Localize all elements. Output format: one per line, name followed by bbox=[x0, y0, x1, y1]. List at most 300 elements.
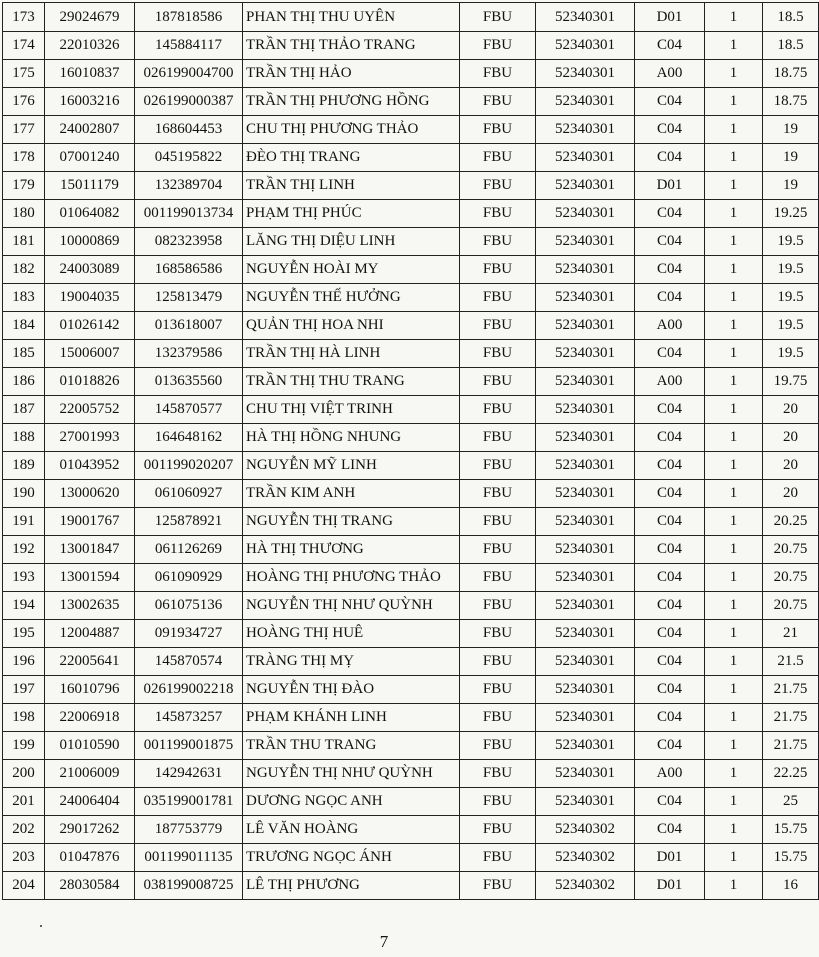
school-code-cell: FBU bbox=[460, 312, 536, 340]
candidate-number-cell: 24002807 bbox=[45, 116, 135, 144]
id-number-cell: 082323958 bbox=[135, 228, 243, 256]
full-name-cell: TRẦN THỊ LINH bbox=[243, 172, 460, 200]
candidate-number-cell: 16010837 bbox=[45, 60, 135, 88]
full-name-cell: TRẦN THỊ HÀ LINH bbox=[243, 340, 460, 368]
school-code-cell: FBU bbox=[460, 172, 536, 200]
table-row bbox=[3, 564, 819, 592]
candidate-number-cell: 01026142 bbox=[45, 312, 135, 340]
score-cell: 21.75 bbox=[763, 732, 819, 760]
school-code-cell: FBU bbox=[460, 452, 536, 480]
id-number-cell: 035199001781 bbox=[135, 788, 243, 816]
row-number-cell: 199 bbox=[3, 732, 45, 760]
id-number-cell: 013635560 bbox=[135, 368, 243, 396]
candidate-number-cell: 13000620 bbox=[45, 480, 135, 508]
school-code-cell: FBU bbox=[460, 256, 536, 284]
priority-cell: 1 bbox=[705, 32, 763, 60]
id-number-cell: 168586586 bbox=[135, 256, 243, 284]
candidate-number-cell: 12004887 bbox=[45, 620, 135, 648]
row-number-cell: 182 bbox=[3, 256, 45, 284]
full-name-cell: LÊ VĂN HOÀNG bbox=[243, 816, 460, 844]
id-number-cell: 125878921 bbox=[135, 508, 243, 536]
candidate-number-cell: 13001847 bbox=[45, 536, 135, 564]
table-row bbox=[3, 116, 819, 144]
id-number-cell: 132389704 bbox=[135, 172, 243, 200]
score-cell: 20 bbox=[763, 452, 819, 480]
priority-cell: 1 bbox=[705, 732, 763, 760]
priority-cell: 1 bbox=[705, 396, 763, 424]
candidate-number-cell: 29017262 bbox=[45, 816, 135, 844]
subject-combination-cell: D01 bbox=[635, 872, 705, 900]
score-cell: 20.75 bbox=[763, 592, 819, 620]
candidate-number-cell: 22006918 bbox=[45, 704, 135, 732]
id-number-cell: 001199001875 bbox=[135, 732, 243, 760]
school-code-cell: FBU bbox=[460, 424, 536, 452]
score-cell: 22.25 bbox=[763, 760, 819, 788]
full-name-cell: NGUYỄN THỊ NHƯ QUỲNH bbox=[243, 592, 460, 620]
priority-cell: 1 bbox=[705, 200, 763, 228]
row-number-cell: 183 bbox=[3, 284, 45, 312]
major-code-cell: 52340301 bbox=[536, 32, 635, 60]
full-name-cell: TRÀNG THỊ MỴ bbox=[243, 648, 460, 676]
table-row bbox=[3, 452, 819, 480]
score-cell: 19 bbox=[763, 116, 819, 144]
candidate-number-cell: 28030584 bbox=[45, 872, 135, 900]
major-code-cell: 52340301 bbox=[536, 564, 635, 592]
subject-combination-cell: C04 bbox=[635, 144, 705, 172]
score-cell: 19.75 bbox=[763, 368, 819, 396]
subject-combination-cell: C04 bbox=[635, 704, 705, 732]
score-cell: 20.25 bbox=[763, 508, 819, 536]
speck-mark bbox=[40, 925, 42, 927]
candidate-number-cell: 13002635 bbox=[45, 592, 135, 620]
subject-combination-cell: A00 bbox=[635, 368, 705, 396]
candidate-number-cell: 22010326 bbox=[45, 32, 135, 60]
score-cell: 21 bbox=[763, 620, 819, 648]
score-cell: 25 bbox=[763, 788, 819, 816]
major-code-cell: 52340302 bbox=[536, 816, 635, 844]
table-row bbox=[3, 256, 819, 284]
school-code-cell: FBU bbox=[460, 32, 536, 60]
score-cell: 19 bbox=[763, 144, 819, 172]
priority-cell: 1 bbox=[705, 620, 763, 648]
priority-cell: 1 bbox=[705, 704, 763, 732]
row-number-cell: 202 bbox=[3, 816, 45, 844]
school-code-cell: FBU bbox=[460, 144, 536, 172]
row-number-cell: 173 bbox=[3, 3, 45, 32]
table-row bbox=[3, 88, 819, 116]
school-code-cell: FBU bbox=[460, 396, 536, 424]
priority-cell: 1 bbox=[705, 88, 763, 116]
priority-cell: 1 bbox=[705, 676, 763, 704]
subject-combination-cell: C04 bbox=[635, 396, 705, 424]
candidate-number-cell: 22005752 bbox=[45, 396, 135, 424]
school-code-cell: FBU bbox=[460, 844, 536, 872]
table-row bbox=[3, 508, 819, 536]
candidate-number-cell: 19001767 bbox=[45, 508, 135, 536]
priority-cell: 1 bbox=[705, 872, 763, 900]
id-number-cell: 061060927 bbox=[135, 480, 243, 508]
table-row bbox=[3, 536, 819, 564]
row-number-cell: 196 bbox=[3, 648, 45, 676]
id-number-cell: 091934727 bbox=[135, 620, 243, 648]
priority-cell: 1 bbox=[705, 60, 763, 88]
priority-cell: 1 bbox=[705, 172, 763, 200]
score-cell: 18.5 bbox=[763, 3, 819, 32]
full-name-cell: TRẦN THỊ PHƯƠNG HỒNG bbox=[243, 88, 460, 116]
major-code-cell: 52340301 bbox=[536, 172, 635, 200]
candidate-number-cell: 15011179 bbox=[45, 172, 135, 200]
full-name-cell: PHẠM KHÁNH LINH bbox=[243, 704, 460, 732]
table-row bbox=[3, 676, 819, 704]
school-code-cell: FBU bbox=[460, 508, 536, 536]
id-number-cell: 038199008725 bbox=[135, 872, 243, 900]
row-number-cell: 176 bbox=[3, 88, 45, 116]
full-name-cell: TRƯƠNG NGỌC ÁNH bbox=[243, 844, 460, 872]
score-cell: 20 bbox=[763, 424, 819, 452]
row-number-cell: 193 bbox=[3, 564, 45, 592]
full-name-cell: TRẦN THU TRANG bbox=[243, 732, 460, 760]
subject-combination-cell: A00 bbox=[635, 60, 705, 88]
table-row bbox=[3, 704, 819, 732]
score-cell: 21.75 bbox=[763, 704, 819, 732]
major-code-cell: 52340301 bbox=[536, 760, 635, 788]
score-cell: 20 bbox=[763, 480, 819, 508]
row-number-cell: 188 bbox=[3, 424, 45, 452]
table-row bbox=[3, 60, 819, 88]
table-row bbox=[3, 760, 819, 788]
id-number-cell: 061090929 bbox=[135, 564, 243, 592]
full-name-cell: TRẦN THỊ THU TRANG bbox=[243, 368, 460, 396]
row-number-cell: 200 bbox=[3, 760, 45, 788]
subject-combination-cell: C04 bbox=[635, 200, 705, 228]
priority-cell: 1 bbox=[705, 648, 763, 676]
table-row bbox=[3, 424, 819, 452]
priority-cell: 1 bbox=[705, 564, 763, 592]
table-row bbox=[3, 620, 819, 648]
table-row bbox=[3, 284, 819, 312]
candidate-number-cell: 10000869 bbox=[45, 228, 135, 256]
major-code-cell: 52340301 bbox=[536, 256, 635, 284]
full-name-cell: HÀ THỊ THƯƠNG bbox=[243, 536, 460, 564]
table-row bbox=[3, 312, 819, 340]
candidate-number-cell: 01018826 bbox=[45, 368, 135, 396]
candidate-number-cell: 22005641 bbox=[45, 648, 135, 676]
priority-cell: 1 bbox=[705, 312, 763, 340]
priority-cell: 1 bbox=[705, 116, 763, 144]
full-name-cell: QUẢN THỊ HOA NHI bbox=[243, 312, 460, 340]
score-cell: 19.5 bbox=[763, 256, 819, 284]
major-code-cell: 52340301 bbox=[536, 452, 635, 480]
id-number-cell: 145870577 bbox=[135, 396, 243, 424]
school-code-cell: FBU bbox=[460, 788, 536, 816]
id-number-cell: 013618007 bbox=[135, 312, 243, 340]
score-cell: 15.75 bbox=[763, 844, 819, 872]
id-number-cell: 145870574 bbox=[135, 648, 243, 676]
id-number-cell: 045195822 bbox=[135, 144, 243, 172]
score-cell: 20.75 bbox=[763, 536, 819, 564]
candidate-number-cell: 01010590 bbox=[45, 732, 135, 760]
subject-combination-cell: C04 bbox=[635, 284, 705, 312]
full-name-cell: CHU THỊ PHƯƠNG THẢO bbox=[243, 116, 460, 144]
table-row bbox=[3, 872, 819, 900]
full-name-cell: NGUYỄN THỊ TRANG bbox=[243, 508, 460, 536]
major-code-cell: 52340301 bbox=[536, 788, 635, 816]
full-name-cell: ĐÈO THỊ TRANG bbox=[243, 144, 460, 172]
row-number-cell: 191 bbox=[3, 508, 45, 536]
major-code-cell: 52340301 bbox=[536, 424, 635, 452]
subject-combination-cell: D01 bbox=[635, 844, 705, 872]
full-name-cell: NGUYỄN MỸ LINH bbox=[243, 452, 460, 480]
priority-cell: 1 bbox=[705, 144, 763, 172]
row-number-cell: 187 bbox=[3, 396, 45, 424]
subject-combination-cell: C04 bbox=[635, 452, 705, 480]
full-name-cell: NGUYỄN THỊ NHƯ QUỲNH bbox=[243, 760, 460, 788]
priority-cell: 1 bbox=[705, 816, 763, 844]
subject-combination-cell: A00 bbox=[635, 312, 705, 340]
id-number-cell: 145884117 bbox=[135, 32, 243, 60]
candidate-number-cell: 16003216 bbox=[45, 88, 135, 116]
id-number-cell: 187818586 bbox=[135, 3, 243, 32]
candidate-number-cell: 15006007 bbox=[45, 340, 135, 368]
priority-cell: 1 bbox=[705, 536, 763, 564]
priority-cell: 1 bbox=[705, 424, 763, 452]
candidate-number-cell: 13001594 bbox=[45, 564, 135, 592]
school-code-cell: FBU bbox=[460, 592, 536, 620]
school-code-cell: FBU bbox=[460, 60, 536, 88]
score-cell: 21.5 bbox=[763, 648, 819, 676]
id-number-cell: 026199002218 bbox=[135, 676, 243, 704]
subject-combination-cell: C04 bbox=[635, 88, 705, 116]
major-code-cell: 52340301 bbox=[536, 3, 635, 32]
row-number-cell: 190 bbox=[3, 480, 45, 508]
row-number-cell: 184 bbox=[3, 312, 45, 340]
candidate-number-cell: 19004035 bbox=[45, 284, 135, 312]
table-row bbox=[3, 200, 819, 228]
table-row bbox=[3, 32, 819, 60]
score-cell: 19.5 bbox=[763, 340, 819, 368]
row-number-cell: 181 bbox=[3, 228, 45, 256]
major-code-cell: 52340301 bbox=[536, 144, 635, 172]
full-name-cell: HOÀNG THỊ PHƯƠNG THẢO bbox=[243, 564, 460, 592]
major-code-cell: 52340301 bbox=[536, 704, 635, 732]
priority-cell: 1 bbox=[705, 284, 763, 312]
school-code-cell: FBU bbox=[460, 648, 536, 676]
subject-combination-cell: C04 bbox=[635, 816, 705, 844]
id-number-cell: 001199020207 bbox=[135, 452, 243, 480]
school-code-cell: FBU bbox=[460, 340, 536, 368]
full-name-cell: LÊ THỊ PHƯƠNG bbox=[243, 872, 460, 900]
school-code-cell: FBU bbox=[460, 816, 536, 844]
score-cell: 19.25 bbox=[763, 200, 819, 228]
score-cell: 18.75 bbox=[763, 60, 819, 88]
candidate-number-cell: 01043952 bbox=[45, 452, 135, 480]
priority-cell: 1 bbox=[705, 256, 763, 284]
priority-cell: 1 bbox=[705, 480, 763, 508]
row-number-cell: 203 bbox=[3, 844, 45, 872]
school-code-cell: FBU bbox=[460, 200, 536, 228]
subject-combination-cell: C04 bbox=[635, 256, 705, 284]
subject-combination-cell: C04 bbox=[635, 788, 705, 816]
score-cell: 19.5 bbox=[763, 228, 819, 256]
full-name-cell: LĂNG THỊ DIỆU LINH bbox=[243, 228, 460, 256]
major-code-cell: 52340301 bbox=[536, 592, 635, 620]
full-name-cell: DƯƠNG NGỌC ANH bbox=[243, 788, 460, 816]
school-code-cell: FBU bbox=[460, 368, 536, 396]
table-row bbox=[3, 340, 819, 368]
row-number-cell: 178 bbox=[3, 144, 45, 172]
major-code-cell: 52340301 bbox=[536, 284, 635, 312]
major-code-cell: 52340301 bbox=[536, 340, 635, 368]
school-code-cell: FBU bbox=[460, 564, 536, 592]
major-code-cell: 52340301 bbox=[536, 620, 635, 648]
subject-combination-cell: C04 bbox=[635, 424, 705, 452]
id-number-cell: 142942631 bbox=[135, 760, 243, 788]
major-code-cell: 52340301 bbox=[536, 312, 635, 340]
priority-cell: 1 bbox=[705, 452, 763, 480]
table-row bbox=[3, 368, 819, 396]
subject-combination-cell: D01 bbox=[635, 172, 705, 200]
candidate-number-cell: 24006404 bbox=[45, 788, 135, 816]
school-code-cell: FBU bbox=[460, 228, 536, 256]
school-code-cell: FBU bbox=[460, 676, 536, 704]
table-row bbox=[3, 480, 819, 508]
table-row bbox=[3, 228, 819, 256]
subject-combination-cell: C04 bbox=[635, 480, 705, 508]
subject-combination-cell: C04 bbox=[635, 648, 705, 676]
full-name-cell: TRẦN KIM ANH bbox=[243, 480, 460, 508]
table-row bbox=[3, 732, 819, 760]
score-cell: 19 bbox=[763, 172, 819, 200]
candidate-number-cell: 21006009 bbox=[45, 760, 135, 788]
id-number-cell: 132379586 bbox=[135, 340, 243, 368]
priority-cell: 1 bbox=[705, 3, 763, 32]
major-code-cell: 52340301 bbox=[536, 396, 635, 424]
id-number-cell: 168604453 bbox=[135, 116, 243, 144]
row-number-cell: 174 bbox=[3, 32, 45, 60]
score-cell: 18.75 bbox=[763, 88, 819, 116]
candidate-number-cell: 29024679 bbox=[45, 3, 135, 32]
table-row bbox=[3, 844, 819, 872]
major-code-cell: 52340301 bbox=[536, 648, 635, 676]
candidate-number-cell: 07001240 bbox=[45, 144, 135, 172]
full-name-cell: HOÀNG THỊ HUÊ bbox=[243, 620, 460, 648]
major-code-cell: 52340301 bbox=[536, 508, 635, 536]
candidate-number-cell: 24003089 bbox=[45, 256, 135, 284]
row-number-cell: 189 bbox=[3, 452, 45, 480]
subject-combination-cell: A00 bbox=[635, 760, 705, 788]
id-number-cell: 061075136 bbox=[135, 592, 243, 620]
major-code-cell: 52340301 bbox=[536, 228, 635, 256]
row-number-cell: 175 bbox=[3, 60, 45, 88]
row-number-cell: 195 bbox=[3, 620, 45, 648]
full-name-cell: CHU THỊ VIỆT TRINH bbox=[243, 396, 460, 424]
priority-cell: 1 bbox=[705, 844, 763, 872]
table-row bbox=[3, 592, 819, 620]
id-number-cell: 125813479 bbox=[135, 284, 243, 312]
full-name-cell: TRẦN THỊ THẢO TRANG bbox=[243, 32, 460, 60]
school-code-cell: FBU bbox=[460, 116, 536, 144]
candidate-number-cell: 01064082 bbox=[45, 200, 135, 228]
school-code-cell: FBU bbox=[460, 3, 536, 32]
school-code-cell: FBU bbox=[460, 704, 536, 732]
id-number-cell: 164648162 bbox=[135, 424, 243, 452]
score-cell: 16 bbox=[763, 872, 819, 900]
school-code-cell: FBU bbox=[460, 872, 536, 900]
subject-combination-cell: C04 bbox=[635, 592, 705, 620]
subject-combination-cell: C04 bbox=[635, 564, 705, 592]
major-code-cell: 52340301 bbox=[536, 200, 635, 228]
row-number-cell: 198 bbox=[3, 704, 45, 732]
school-code-cell: FBU bbox=[460, 536, 536, 564]
score-cell: 21.75 bbox=[763, 676, 819, 704]
priority-cell: 1 bbox=[705, 228, 763, 256]
row-number-cell: 194 bbox=[3, 592, 45, 620]
score-cell: 18.5 bbox=[763, 32, 819, 60]
major-code-cell: 52340301 bbox=[536, 368, 635, 396]
row-number-cell: 177 bbox=[3, 116, 45, 144]
table-row bbox=[3, 3, 819, 32]
subject-combination-cell: C04 bbox=[635, 228, 705, 256]
full-name-cell: NGUYỄN THẾ HƯỞNG bbox=[243, 284, 460, 312]
full-name-cell: HÀ THỊ HỒNG NHUNG bbox=[243, 424, 460, 452]
priority-cell: 1 bbox=[705, 760, 763, 788]
major-code-cell: 52340301 bbox=[536, 116, 635, 144]
score-cell: 15.75 bbox=[763, 816, 819, 844]
admission-list-table bbox=[2, 2, 819, 900]
priority-cell: 1 bbox=[705, 788, 763, 816]
candidate-number-cell: 27001993 bbox=[45, 424, 135, 452]
subject-combination-cell: D01 bbox=[635, 3, 705, 32]
table-row bbox=[3, 396, 819, 424]
table-row bbox=[3, 144, 819, 172]
major-code-cell: 52340301 bbox=[536, 88, 635, 116]
major-code-cell: 52340301 bbox=[536, 60, 635, 88]
table-row bbox=[3, 648, 819, 676]
subject-combination-cell: C04 bbox=[635, 536, 705, 564]
school-code-cell: FBU bbox=[460, 732, 536, 760]
row-number-cell: 185 bbox=[3, 340, 45, 368]
priority-cell: 1 bbox=[705, 592, 763, 620]
major-code-cell: 52340302 bbox=[536, 872, 635, 900]
subject-combination-cell: C04 bbox=[635, 620, 705, 648]
priority-cell: 1 bbox=[705, 340, 763, 368]
id-number-cell: 145873257 bbox=[135, 704, 243, 732]
subject-combination-cell: C04 bbox=[635, 732, 705, 760]
score-cell: 19.5 bbox=[763, 284, 819, 312]
id-number-cell: 001199013734 bbox=[135, 200, 243, 228]
school-code-cell: FBU bbox=[460, 480, 536, 508]
full-name-cell: NGUYỄN THỊ ĐÀO bbox=[243, 676, 460, 704]
candidate-number-cell: 01047876 bbox=[45, 844, 135, 872]
priority-cell: 1 bbox=[705, 508, 763, 536]
row-number-cell: 186 bbox=[3, 368, 45, 396]
school-code-cell: FBU bbox=[460, 284, 536, 312]
full-name-cell: PHAN THỊ THU UYÊN bbox=[243, 3, 460, 32]
row-number-cell: 192 bbox=[3, 536, 45, 564]
table-body bbox=[3, 3, 819, 900]
table-row bbox=[3, 816, 819, 844]
subject-combination-cell: C04 bbox=[635, 32, 705, 60]
row-number-cell: 180 bbox=[3, 200, 45, 228]
major-code-cell: 52340301 bbox=[536, 732, 635, 760]
id-number-cell: 187753779 bbox=[135, 816, 243, 844]
id-number-cell: 026199004700 bbox=[135, 60, 243, 88]
candidate-number-cell: 16010796 bbox=[45, 676, 135, 704]
major-code-cell: 52340301 bbox=[536, 676, 635, 704]
priority-cell: 1 bbox=[705, 368, 763, 396]
id-number-cell: 001199011135 bbox=[135, 844, 243, 872]
row-number-cell: 179 bbox=[3, 172, 45, 200]
